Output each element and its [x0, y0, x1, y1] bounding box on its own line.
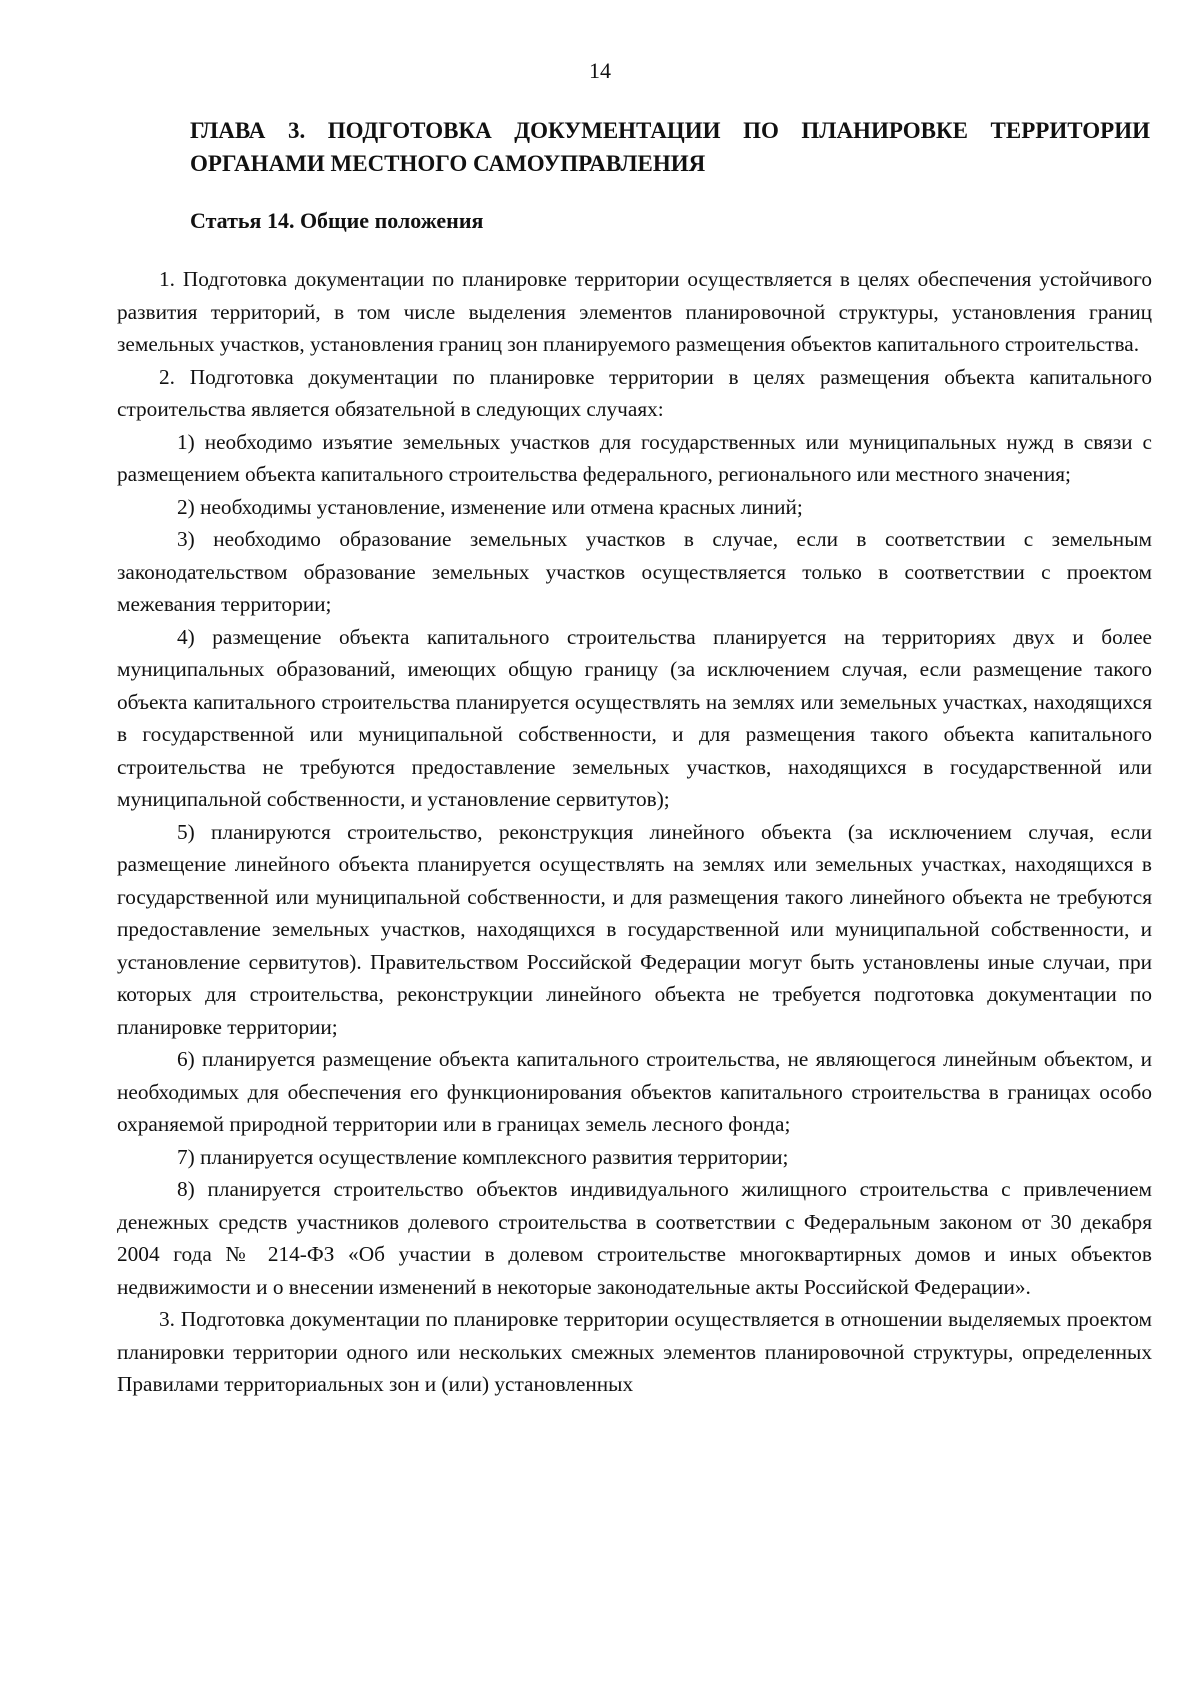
subitem-4: 4) размещение объекта капитального строительства планируется на территориях двух и более муниципальных образований, имеющих общую границу (за исключением случая, если размещение такого объекта капитального строительства планируется осуществлять на землях или земельных участках, находящихся в государственной или муниципальной собственности, и для размещения такого объекта капитального строительства не требуются предоставление земельных участков, находящихся в государственной или муниципальной собственности, и установление сервитутов); — [117, 624, 1152, 811]
paragraph-2: 2. Подготовка документации по планировке территории в целях размещения объекта капитального строительства является обязательной в следующих случаях: — [117, 364, 1152, 421]
page-number: 14 — [589, 58, 611, 83]
article-body — [117, 263, 1152, 1401]
subitem-1: 1) необходимо изъятие земельных участков для государственных или муниципальных нужд в связи с размещением объекта капитального строительства федерального, регионального или местного значения; — [117, 429, 1152, 486]
paragraph-3: 3. Подготовка документации по планировке территории осуществляется в отношении выделяемых проектом планировки территории одного или нескольких смежных элементов планировочной структуры, определенных Правилами территориальных зон и (или) установленных — [117, 1307, 1152, 1396]
subitem-2: 2) необходимы установление, изменение или отмена красных линий; — [177, 494, 803, 519]
subitem-7: 7) планируется осуществление комплексного развития территории; — [177, 1144, 789, 1169]
article-title: Статья 14. Общие положения — [190, 208, 484, 233]
chapter-title: ГЛАВА 3. ПОДГОТОВКА ДОКУМЕНТАЦИИ ПО ПЛАНИРОВКЕ ТЕРРИТОРИИ ОРГАНАМИ МЕСТНОГО САМОУПРАВЛЕНИЯ — [190, 118, 1150, 176]
paragraph-1: 1. Подготовка документации по планировке территории осуществляется в целях обеспечения устойчивого развития территорий, в том числе выделения элементов планировочной структуры, установления границ земельных участков, установления границ зон планируемого размещения объектов капитального строительства. — [117, 267, 1152, 356]
subitem-8: 8) планируется строительство объектов индивидуального жилищного строительства с привлечением денежных средств участников долевого строительства в соответствии с Федеральным законом от 30 декабря 2004 года № 214-ФЗ «Об участии в долевом строительстве многоквартирных домов и иных объектов недвижимости и о внесении изменений в некоторые законодательные акты Российской Федерации». — [117, 1177, 1152, 1299]
subitem-6: 6) планируется размещение объекта капитального строительства, не являющегося линейным объектом, и необходимых для обеспечения его функционирования объектов капитального строительства в границах особо охраняемой природной территории или в границах земель лесного фонда; — [117, 1047, 1152, 1136]
subitem-3: 3) необходимо образование земельных участков в случае, если в соответствии с земельным законодательством образование земельных участков осуществляется только в соответствии с проектом межевания территории; — [117, 527, 1152, 616]
subitem-5: 5) планируются строительство, реконструкция линейного объекта (за исключением случая, если размещение линейного объекта планируется осуществлять на землях или земельных участках, находящихся в государственной или муниципальной собственности, и для размещения такого линейного объекта не требуются предоставление земельных участков, находящихся в государственной или муниципальной собственности, и установление сервитутов). Правительством Российской Федерации могут быть установлены иные случаи, при которых для строительства, реконструкции линейного объекта не требуется подготовка документации по планировке территории; — [117, 819, 1152, 1039]
